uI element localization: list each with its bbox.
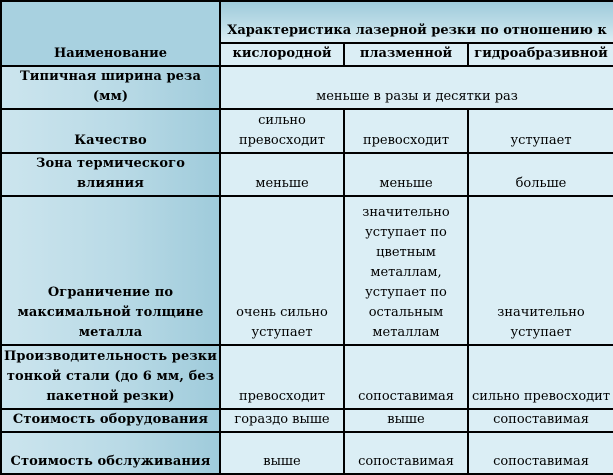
cell-heat-zone-oxygen: меньше xyxy=(220,153,344,196)
row-name-equipment-cost: Стоимость оборудования xyxy=(1,409,220,432)
table-row xyxy=(1,196,613,345)
cell-productivity-plasma: сопоставимая xyxy=(344,345,468,409)
column-header-plasma: плазменной xyxy=(344,43,468,66)
cell-equipment-cost-plasma: выше xyxy=(344,409,468,432)
column-header-name: Наименование xyxy=(1,1,220,66)
cell-maintenance-cost-plasma: сопоставимая xyxy=(344,432,468,474)
cell-productivity-oxygen: превосходит xyxy=(220,345,344,409)
cell-kerf-width-merged: меньше в разы и десятки раз xyxy=(220,66,613,109)
column-header-oxygen: кислородной xyxy=(220,43,344,66)
cell-heat-zone-plasma: меньше xyxy=(344,153,468,196)
row-name-quality: Качество xyxy=(1,109,220,153)
row-name-maintenance-cost: Стоимость обслуживания xyxy=(1,432,220,474)
cell-max-thickness-plasma: значительно уступает по цветным металлам, уступает по остальным металлам xyxy=(344,196,468,345)
header-row-group xyxy=(1,1,613,43)
cell-heat-zone-waterjet: больше xyxy=(468,153,613,196)
cell-quality-oxygen: сильно превосходит xyxy=(220,109,344,153)
table-row xyxy=(1,153,613,196)
row-name-heat-zone: Зона термического влияния xyxy=(1,153,220,196)
group-header: Характеристика лазерной резки по отношению к xyxy=(220,1,613,43)
table-row xyxy=(1,345,613,409)
cell-equipment-cost-waterjet: сопоставимая xyxy=(468,409,613,432)
cell-max-thickness-waterjet: значительно уступает xyxy=(468,196,613,345)
table-row xyxy=(1,109,613,153)
table-row xyxy=(1,432,613,474)
cell-max-thickness-oxygen: очень сильно уступает xyxy=(220,196,344,345)
cell-quality-waterjet: уступает xyxy=(468,109,613,153)
cell-maintenance-cost-waterjet: сопоставимая xyxy=(468,432,613,474)
cell-maintenance-cost-oxygen: выше xyxy=(220,432,344,474)
cell-productivity-waterjet: сильно превосходит xyxy=(468,345,613,409)
cell-quality-plasma: превосходит xyxy=(344,109,468,153)
row-name-kerf-width: Типичная ширина реза (мм) xyxy=(1,66,220,109)
row-name-productivity: Производительность резки тонкой стали (до 6 мм, без пакетной резки) xyxy=(1,345,220,409)
row-name-max-thickness: Ограничение по максимальной толщине металла xyxy=(1,196,220,345)
cell-equipment-cost-oxygen: гораздо выше xyxy=(220,409,344,432)
column-header-waterjet: гидроабразивной xyxy=(468,43,613,66)
table-row xyxy=(1,66,613,109)
